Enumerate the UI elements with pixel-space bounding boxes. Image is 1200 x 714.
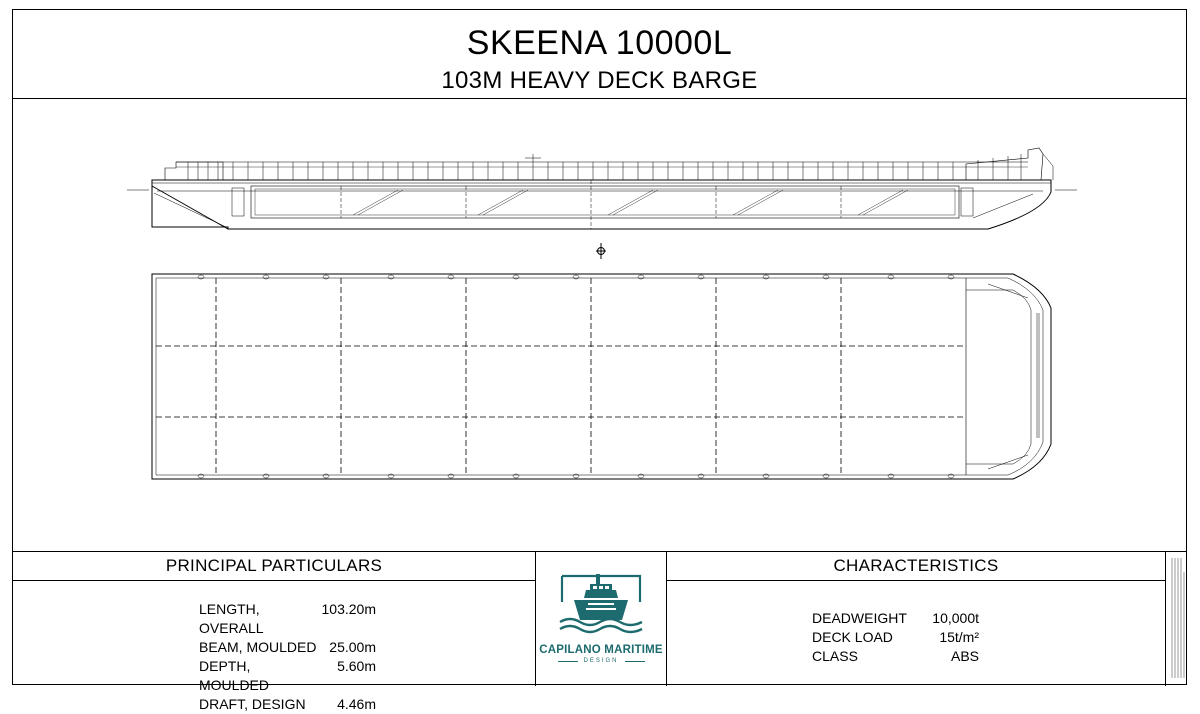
characteristics-panel (667, 552, 1166, 686)
particular-value: 25.00m (329, 639, 376, 655)
legal-notes-panel (1166, 552, 1188, 686)
title-strip (13, 551, 1186, 712)
particular-label: LENGTH, OVERALL (199, 601, 264, 636)
principal-particulars-panel (13, 552, 536, 712)
particular-label: DRAFT, DESIGN (199, 696, 306, 712)
legal-notes-text-block (1166, 552, 1188, 686)
ship-logo-icon (556, 572, 646, 636)
barge-drawing (13, 98, 1188, 551)
characteristic-row (812, 628, 979, 647)
characteristic-label: DECK LOAD (812, 629, 893, 645)
particular-value: 5.60m (337, 658, 376, 674)
particular-row (199, 600, 376, 638)
characteristics-table (812, 609, 979, 666)
characteristic-label: DEADWEIGHT (812, 610, 907, 626)
characteristic-value: 10,000t (932, 610, 979, 626)
deck-outline (152, 274, 1051, 479)
characteristics-heading: CHARACTERISTICS (667, 552, 1165, 581)
characteristic-label: CLASS (812, 648, 858, 664)
hull-outline (152, 180, 1051, 229)
logo-rule-right (625, 661, 645, 662)
characteristic-row (812, 609, 979, 628)
particular-label: DEPTH, MOULDED (199, 658, 270, 693)
principal-particulars-heading: PRINCIPAL PARTICULARS (13, 552, 535, 581)
particular-row (199, 695, 376, 714)
company-name: CAPILANO MARITIME (539, 644, 663, 656)
title-block (13, 10, 1186, 99)
plan-view (152, 274, 1051, 479)
particular-row (199, 638, 376, 657)
side-profile-view (127, 148, 1077, 229)
centreline-symbol (596, 243, 606, 259)
drawing-title: SKEENA 10000L (466, 24, 733, 62)
principal-particulars-table (199, 600, 376, 714)
particular-value: 103.20m (321, 601, 376, 617)
characteristic-value: ABS (950, 648, 979, 664)
company-logo-panel (536, 552, 667, 686)
particular-row (199, 657, 376, 695)
particular-label: BEAM, MOULDED (199, 639, 317, 655)
characteristic-value: 15t/m² (939, 629, 979, 645)
particular-value: 4.46m (337, 696, 376, 712)
drawing-subtitle: 103M HEAVY DECK BARGE (441, 67, 758, 94)
drawing-sheet (12, 9, 1187, 712)
company-tagline: DESIGN (583, 658, 619, 664)
drawing-area (13, 98, 1186, 551)
characteristic-row (812, 647, 979, 666)
